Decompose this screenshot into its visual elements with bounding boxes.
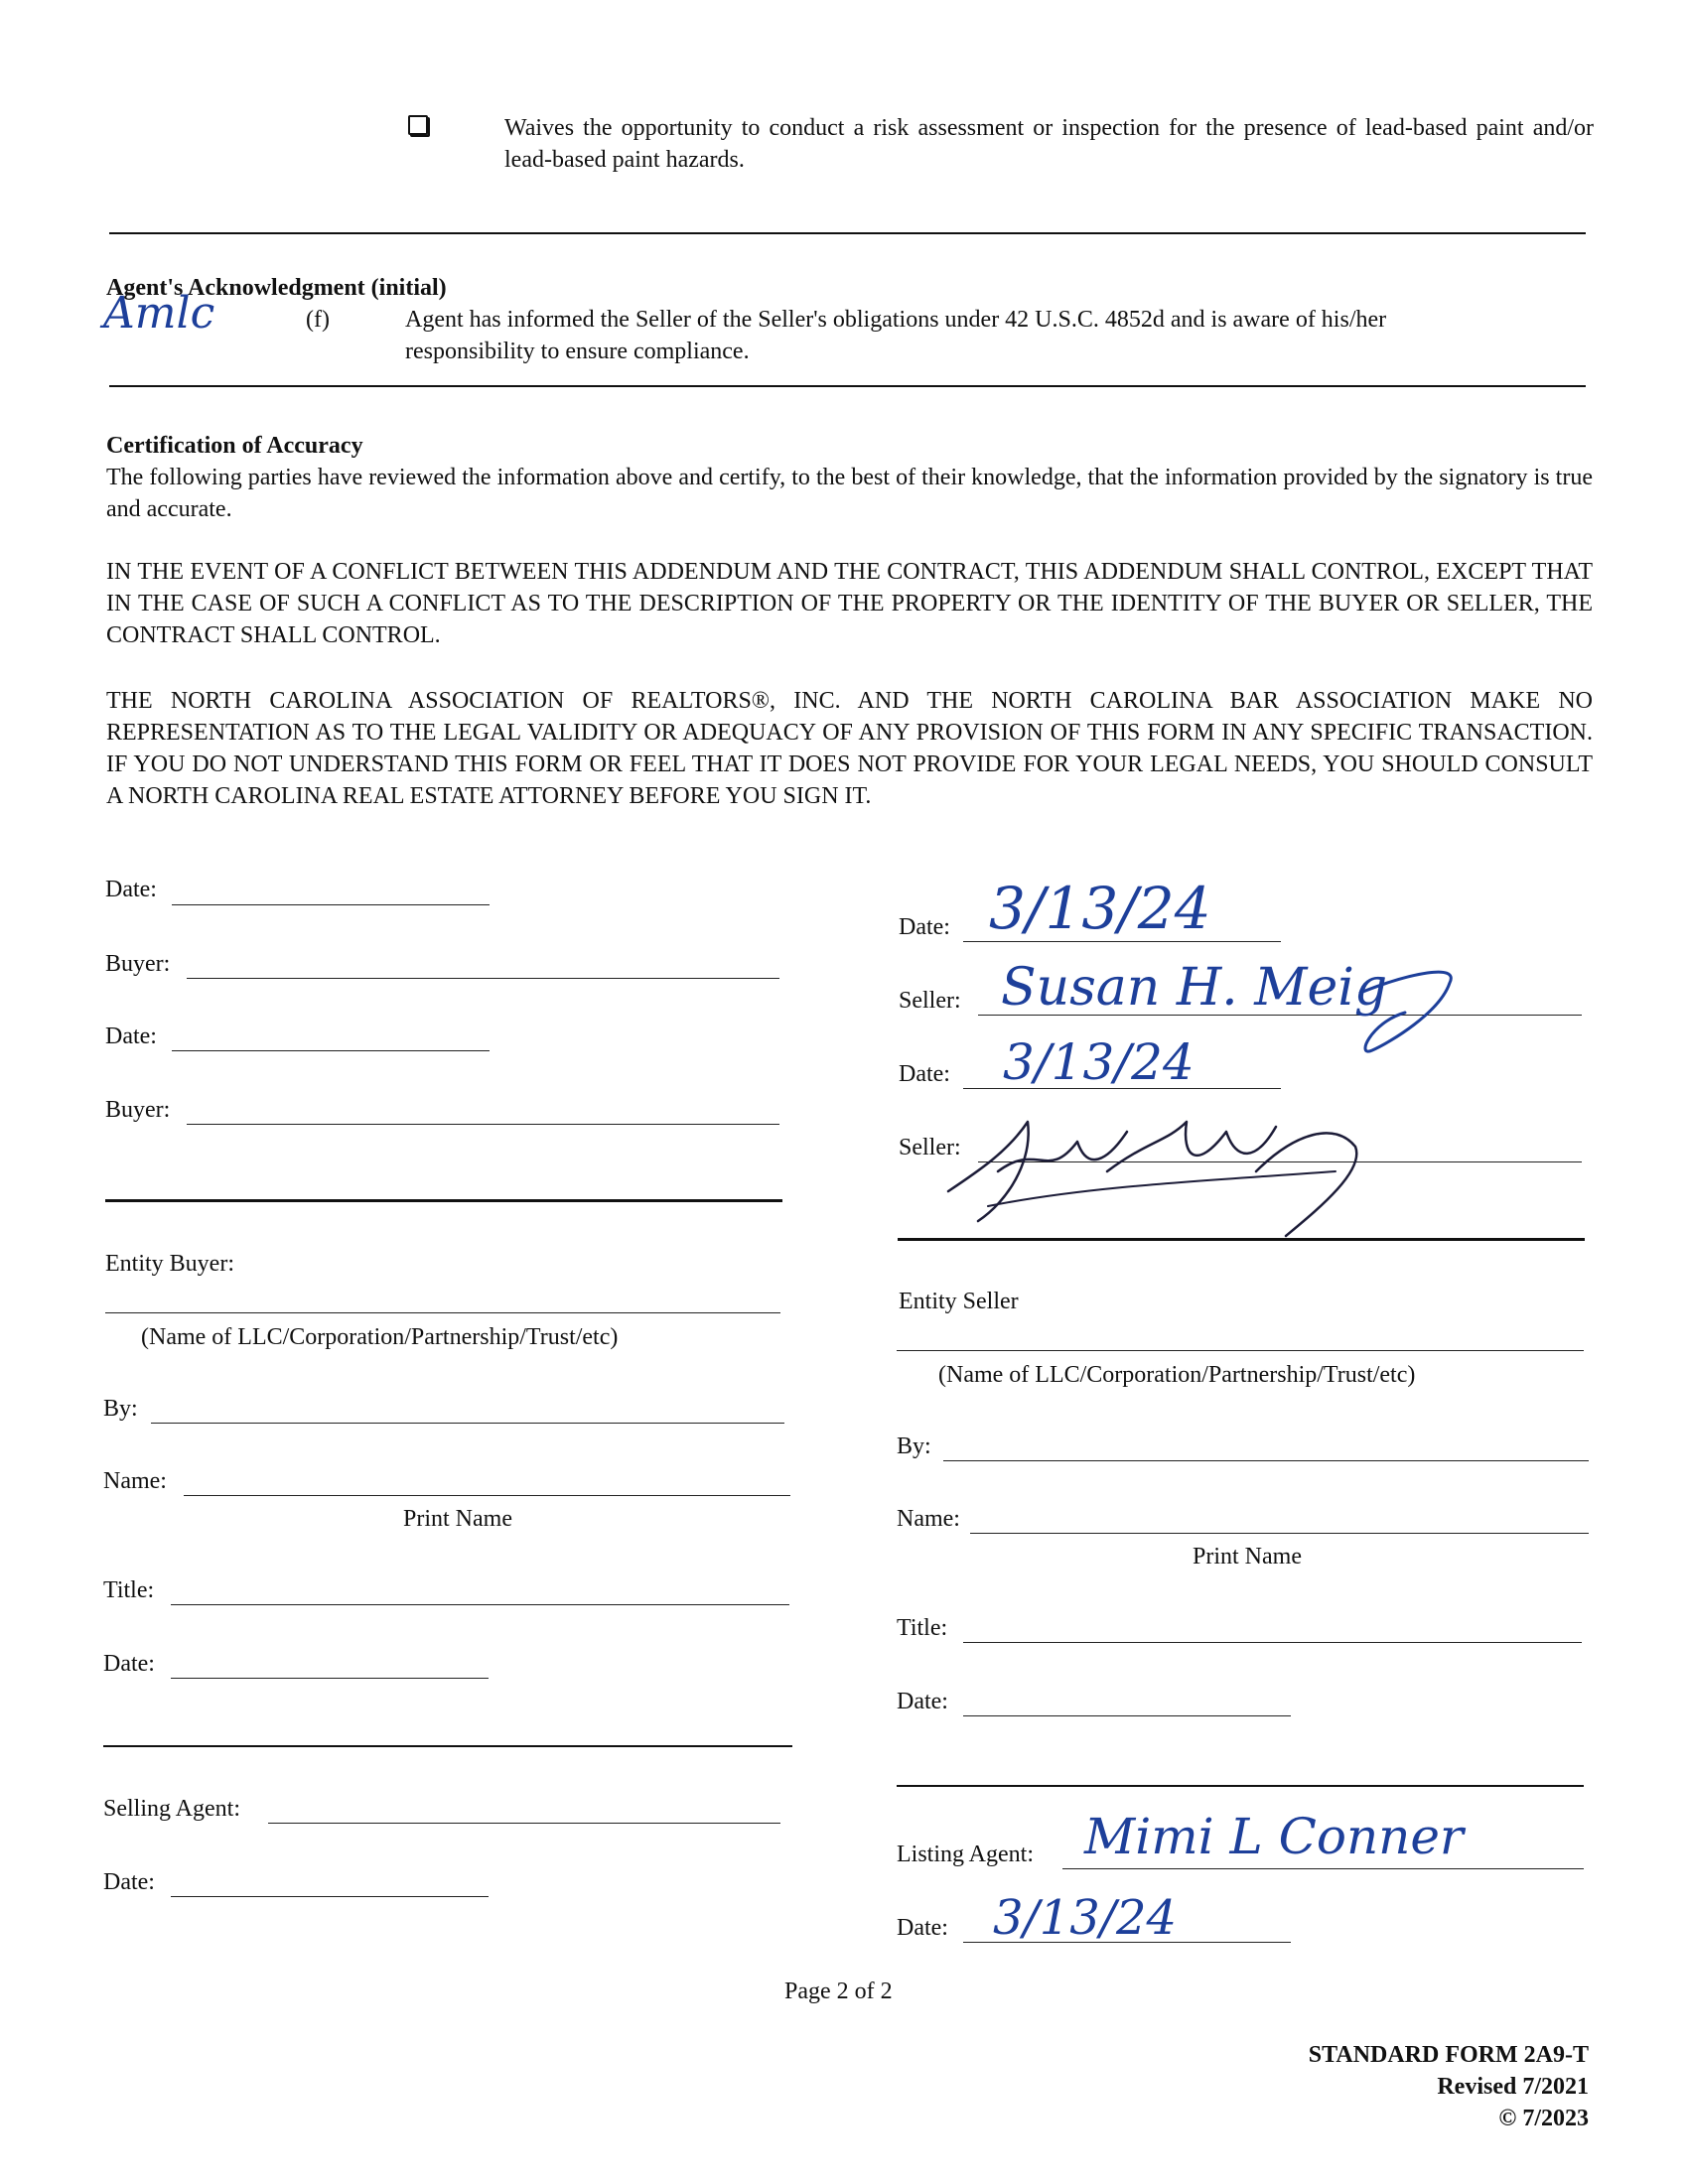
selling-agent-line[interactable] [268, 1823, 780, 1824]
buyer-print-name: Print Name [403, 1506, 512, 1532]
seller-date-line-3[interactable] [963, 1715, 1291, 1716]
entity-seller-hint: (Name of LLC/Corporation/Partnership/Trust/etc) [938, 1362, 1416, 1388]
listing-agent-divider [897, 1785, 1584, 1787]
entity-buyer-hint: (Name of LLC/Corporation/Partnership/Trust/etc) [141, 1324, 619, 1350]
buyer-date-label-2: Date: [105, 1024, 157, 1049]
seller-label-1: Seller: [899, 988, 961, 1014]
buyer-name-label: Name: [103, 1468, 167, 1494]
form-id: STANDARD FORM 2A9-T [1308, 2042, 1589, 2068]
entity-buyer-line[interactable] [105, 1312, 780, 1313]
seller-title-line[interactable] [963, 1642, 1582, 1643]
listing-agent-label: Listing Agent: [897, 1842, 1034, 1867]
buyer-title-label: Title: [103, 1577, 155, 1603]
buyer-section-divider [105, 1199, 782, 1202]
seller-signature-2 [938, 1102, 1395, 1241]
waive-checkbox[interactable] [408, 115, 428, 135]
agent-initials: Amlc [103, 288, 215, 339]
buyer-signature-line-2[interactable] [187, 1124, 779, 1125]
seller-by-line[interactable] [943, 1460, 1589, 1461]
seller-name-line[interactable] [970, 1533, 1589, 1534]
buyer-date-line-1[interactable] [172, 904, 490, 905]
agent-ack-heading: Agent's Acknowledgment (initial) [106, 275, 447, 301]
selling-agent-label: Selling Agent: [103, 1796, 240, 1822]
buyer-date-label-3: Date: [103, 1651, 155, 1677]
buyer-label-1: Buyer: [105, 951, 171, 977]
page-number: Page 2 of 2 [784, 1979, 893, 2004]
buyer-date-line-3[interactable] [171, 1678, 489, 1679]
entity-buyer-label: Entity Buyer: [105, 1251, 234, 1277]
seller-title-label: Title: [897, 1615, 948, 1641]
seller-print-name: Print Name [1193, 1544, 1302, 1570]
divider [109, 232, 1586, 234]
selling-agent-date-line[interactable] [171, 1896, 489, 1897]
buyer-title-line[interactable] [171, 1604, 789, 1605]
buyer-date-label-1: Date: [105, 877, 157, 902]
form-copyright: © 7/2023 [1498, 2106, 1589, 2131]
listing-agent-date-label: Date: [897, 1915, 948, 1941]
listing-agent-date-value: 3/13/24 [993, 1890, 1178, 1946]
seller-label-2: Seller: [899, 1135, 961, 1160]
seller-date-label-2: Date: [899, 1061, 950, 1087]
seller-signature-1-flourish [1350, 953, 1489, 1062]
seller-date-label-1: Date: [899, 914, 950, 940]
agent-ack-letter: (f) [306, 307, 330, 333]
form-revised: Revised 7/2021 [1437, 2074, 1589, 2100]
entity-seller-line[interactable] [897, 1350, 1584, 1351]
seller-date-value-1: 3/13/24 [989, 875, 1211, 942]
listing-agent-signature: Mimi L Conner [1084, 1808, 1464, 1865]
seller-date-value-2: 3/13/24 [1003, 1033, 1195, 1091]
buyer-by-line[interactable] [151, 1423, 784, 1424]
form-footer [1192, 2039, 1589, 2134]
agent-ack-text: Agent has informed the Seller of the Seller's obligations under 42 U.S.C. 4852d and is aware of his/her responsibility to ensure compliance. [405, 307, 1387, 364]
seller-by-label: By: [897, 1433, 931, 1459]
selling-agent-divider [103, 1745, 792, 1747]
divider [109, 385, 1586, 387]
buyer-signature-line-1[interactable] [187, 978, 779, 979]
conflict-clause: IN THE EVENT OF A CONFLICT BETWEEN THIS ADDENDUM AND THE CONTRACT, THIS ADDENDUM SHALL CONTROL, EXCEPT THAT IN THE CASE OF SUCH A CONFLICT AS TO THE DESCRIPTION OF THE PROPERTY OR THE IDENTITY OF THE BUYER OR SELLER, THE CONTRACT SHALL CONTROL. [106, 559, 1593, 648]
seller-name-label: Name: [897, 1506, 960, 1532]
disclaimer: THE NORTH CAROLINA ASSOCIATION OF REALTORS®, INC. AND THE NORTH CAROLINA BAR ASSOCIATION MAKE NO REPRESENTATION AS TO THE LEGAL VALIDITY OR ADEQUACY OF ANY PROVISION OF THIS FORM IN ANY SPECIFIC TRANSACTION. IF YOU DO NOT UNDERSTAND THIS FORM OR FEEL THAT IT DOES NOT PROVIDE FOR YOUR LEGAL NEEDS, YOU SHOULD CONSULT A NORTH CAROLINA REAL ESTATE ATTORNEY BEFORE YOU SIGN IT. [106, 688, 1593, 809]
buyer-date-line-2[interactable] [172, 1050, 490, 1051]
certification-heading: Certification of Accuracy [106, 433, 363, 459]
seller-date-label-3: Date: [897, 1689, 948, 1714]
buyer-name-line[interactable] [184, 1495, 790, 1496]
seller-signature-1: Susan H. Meig [1001, 958, 1388, 1018]
selling-agent-date-label: Date: [103, 1869, 155, 1895]
certification-text: The following parties have reviewed the information above and certify, to the best of their knowledge, that the information provided by the signatory is true and accurate. [106, 465, 1593, 522]
waive-text: Waives the opportunity to conduct a risk assessment or inspection for the presence of lead-based paint and/or lead-based paint hazards. [504, 115, 1594, 173]
entity-seller-label: Entity Seller [899, 1289, 1019, 1314]
buyer-label-2: Buyer: [105, 1097, 171, 1123]
seller-section-divider [898, 1238, 1585, 1241]
listing-agent-line[interactable] [1062, 1868, 1584, 1869]
buyer-by-label: By: [103, 1396, 138, 1422]
